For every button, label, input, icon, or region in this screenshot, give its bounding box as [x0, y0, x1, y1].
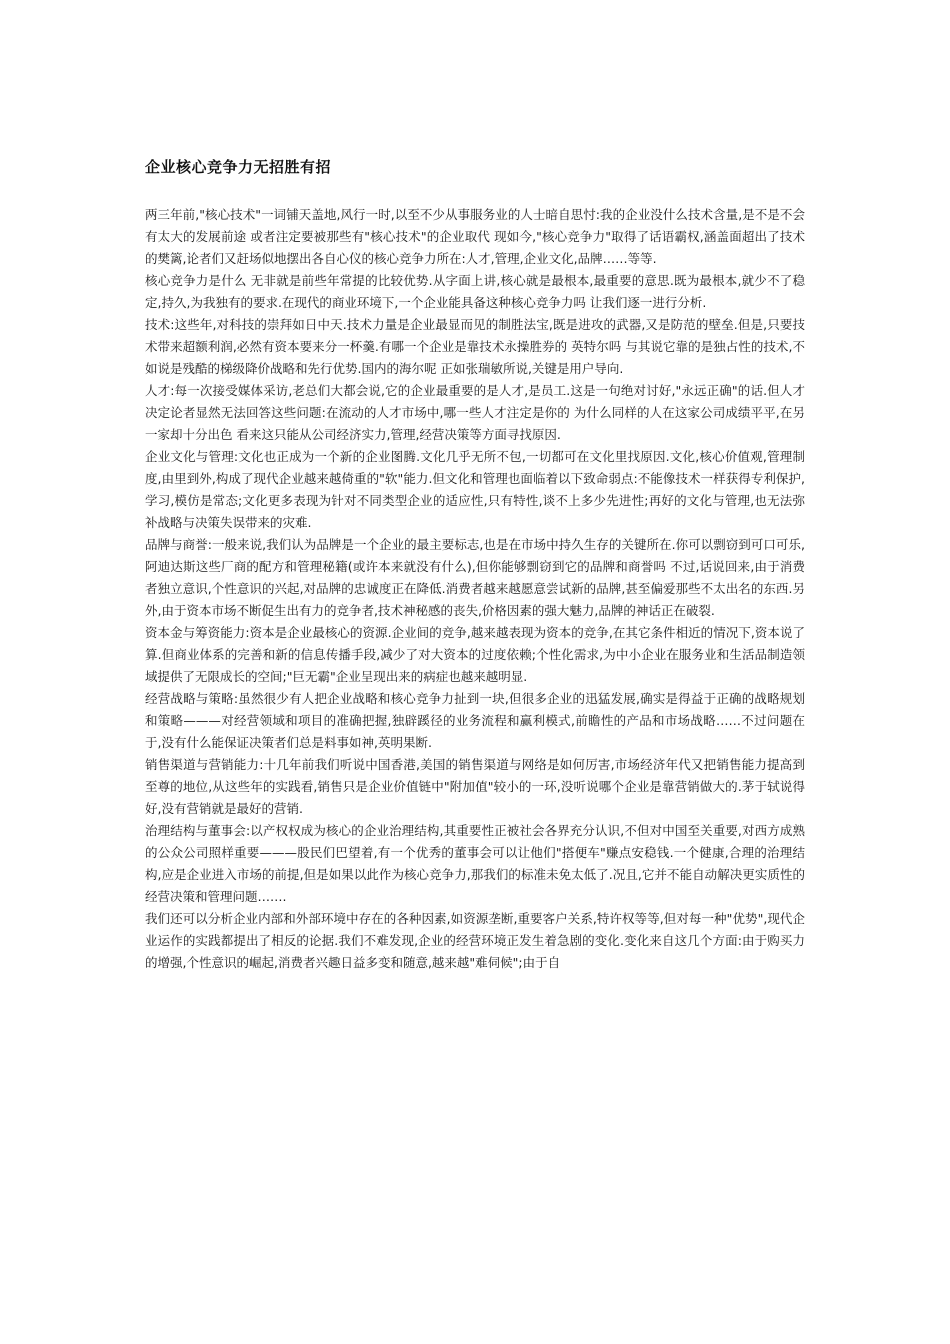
paragraph-strategy: 经营战略与策略:虽然很少有人把企业战略和核心竞争力扯到一块,但很多企业的迅猛发展,确实是得益于正确的战略规划和策略———对经营领域和项目的准确把握,独辟蹊径的业务流程和赢利模式,前瞻性的产品和市场战略……不过问题在于,没有什么能保证决策者们总是料事如神,英明果断.: [145, 691, 805, 750]
paragraph-sales-marketing: 销售渠道与营销能力:十几年前我们听说中国香港,美国的销售渠道与网络是如何厉害,市场经济年代又把销售能力提高到至尊的地位,从这些年的实践看,销售只是企业价值链中"附加值"较小的一环,没听说哪个企业是靠营销做大的.茅于轼说得好,没有营销就是最好的营销.: [145, 757, 805, 816]
paragraph-governance-board: 治理结构与董事会:以产权权成为核心的企业治理结构,其重要性正被社会各界充分认识,不但对中国至关重要,对西方成熟的公众公司照样重要———股民们巴望着,有一个优秀的董事会可以让他们"搭便车"赚点安稳钱.一个健康,合理的治理结构,应是企业进入市场的前提,但是如果以此作为核心竞争力,那我们的标准未免太低了.况且,它并不能自动解决更实质性的经营决策和管理问题…….: [145, 823, 805, 904]
paragraph-environment: 我们还可以分析企业内部和外部环境中存在的各种因素,如资源垄断,重要客户关系,特许权等等,但对每一种"优势",现代企业运作的实践都提出了相反的论据.我们不难发现,企业的经营环境正发生着急剧的变化.变化来自这几个方面:由于购买力的增强,个性意识的崛起,消费者兴趣日益多变和随意,越来越"难伺候";由于自: [145, 911, 805, 970]
paragraph-culture-management: 企业文化与管理:文化也正成为一个新的企业图腾.文化几乎无所不包,一切都可在文化里找原因.文化,核心价值观,管理制度,由里到外,构成了现代企业越来越倚重的"软"能力.但文化和管理也面临着以下致命弱点:不能像技术一样获得专利保护,学习,模仿是常态;文化更多表现为针对不同类型企业的适应性,只有特性,谈不上多少先进性;再好的文化与管理,也无法弥补战略与决策失误带来的灾难.: [145, 449, 805, 530]
paragraph-definition: 核心竞争力是什么 无非就是前些年常提的比较优势.从字面上讲,核心就是最根本,最重要的意思.既为最根本,就少不了稳定,持久,为我独有的要求.在现代的商业环境下,一个企业能具备这种核心竞争力吗 让我们逐一进行分析.: [145, 273, 805, 310]
paragraph-intro: 两三年前,"核心技术"一词铺天盖地,风行一时,以至不少从事服务业的人士暗自思忖:我的企业没什么技术含量,是不是不会有太大的发展前途 或者注定要被那些有"核心技术"的企业取代 现如今,"核心竞争力"取得了话语霸权,涵盖面超出了技术的樊篱,论者们又赶场似地摆出各自心仪的核心竞争力所在:人才,管理,企业文化,品牌……等等.: [145, 207, 805, 266]
document-title: 企业核心竞争力无招胜有招: [145, 158, 332, 176]
paragraph-capital-financing: 资本金与筹资能力:资本是企业最核心的资源.企业间的竞争,越来越表现为资本的竞争,在其它条件相近的情况下,资本说了算.但商业体系的完善和新的信息传播手段,减少了对大资本的过度依赖;个性化需求,为中小企业在服务业和生活品制造领域提供了无限成长的空间;"巨无霸"企业呈现出来的病症也越来越明显.: [145, 625, 805, 684]
paragraph-talent: 人才:每一次接受媒体采访,老总们大都会说,它的企业最重要的是人才,是员工.这是一句绝对讨好,"永远正确"的话.但人才决定论者显然无法回答这些问题:在流动的人才市场中,哪一些人才注定是你的 为什么同样的人在这家公司成绩平平,在另一家却十分出色 看来这只能从公司经济实力,管理,经营决策等方面寻找原因.: [145, 383, 805, 442]
document-body: [145, 204, 805, 974]
paragraph-brand-reputation: 品牌与商誉:一般来说,我们认为品牌是一个企业的最主要标志,也是在市场中持久生存的关键所在.你可以剽窃到可口可乐,阿迪达斯这些厂商的配方和管理秘籍(或许本来就没有什么),但你能够剽窃到它的品牌和商誉吗 不过,话说回来,由于消费者独立意识,个性意识的兴起,对品牌的忠诚度正在降低.消费者越来越愿意尝试新的品牌,甚至偏爱那些不太出名的东西.另外,由于资本市场不断促生出有力的竞争者,技术神秘感的丧失,价格因素的强大魅力,品牌的神话正在破裂.: [145, 537, 805, 618]
paragraph-technology: 技术:这些年,对科技的崇拜如日中天.技术力量是企业最显而见的制胜法宝,既是进攻的武器,又是防范的壁垒.但是,只要技术带来超额利润,必然有资本要来分一杯羹.有哪一个企业是靠技术永操胜券的 英特尔吗 与其说它靠的是独占性的技术,不如说是残酷的梯级降价战略和先行优势.国内的海尔呢 正如张瑞敏所说,关键是用户导向.: [145, 317, 805, 376]
